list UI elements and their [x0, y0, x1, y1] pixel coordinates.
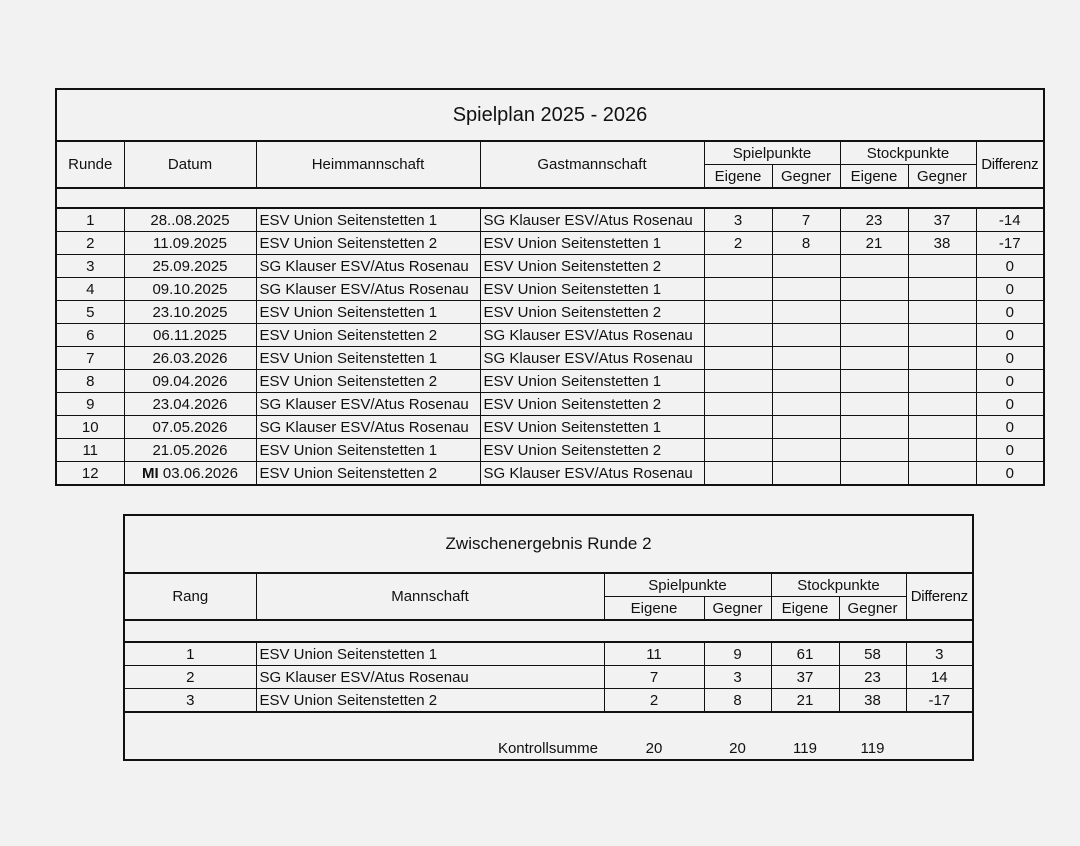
table-row — [124, 642, 973, 666]
cell-heimmannschaft: SG Klauser ESV/Atus Rosenau — [256, 393, 480, 416]
header-mannschaft: Mannschaft — [256, 573, 604, 620]
cell-gastmannschaft: ESV Union Seitenstetten 2 — [480, 393, 704, 416]
cell-spielpunkte-eigene — [704, 347, 772, 370]
cell-spielpunkte-gegner — [772, 370, 840, 393]
cell-differenz: 0 — [976, 278, 1044, 301]
cell-datum-value: 23.04.2026 — [152, 395, 228, 413]
table-row — [56, 439, 1044, 462]
cell-datum — [124, 278, 256, 301]
spacer-row — [56, 188, 1044, 208]
cell-datum — [124, 370, 256, 393]
table-row — [124, 689, 973, 713]
cell-stockpunkte-gegner — [908, 324, 976, 347]
cell-gastmannschaft: ESV Union Seitenstetten 2 — [480, 439, 704, 462]
cell-datum-value: 06.11.2025 — [153, 326, 227, 344]
cell-heimmannschaft: ESV Union Seitenstetten 2 — [256, 324, 480, 347]
cell-spielpunkte-gegner — [772, 439, 840, 462]
cell-differenz: 0 — [976, 370, 1044, 393]
cell-mannschaft: ESV Union Seitenstetten 2 — [256, 689, 604, 713]
zw-header-stockpunkte-gegner: Gegner — [839, 597, 906, 621]
table-row — [56, 301, 1044, 324]
cell-differenz: 0 — [976, 301, 1044, 324]
cell-runde: 11 — [56, 439, 124, 462]
cell-heimmannschaft: SG Klauser ESV/Atus Rosenau — [256, 255, 480, 278]
cell-runde: 7 — [56, 347, 124, 370]
cell-runde: 12 — [56, 462, 124, 486]
cell-runde: 4 — [56, 278, 124, 301]
cell-heimmannschaft: ESV Union Seitenstetten 2 — [256, 462, 480, 486]
cell-gastmannschaft: ESV Union Seitenstetten 1 — [480, 416, 704, 439]
cell-datum — [124, 347, 256, 370]
cell-datum — [124, 255, 256, 278]
cell-heimmannschaft: ESV Union Seitenstetten 1 — [256, 301, 480, 324]
cell-differenz: 0 — [976, 462, 1044, 486]
cell-heimmannschaft: ESV Union Seitenstetten 2 — [256, 370, 480, 393]
cell-differenz: 0 — [976, 439, 1044, 462]
cell-mannschaft: ESV Union Seitenstetten 1 — [256, 642, 604, 666]
kontrollsumme-stockpunkte-eigene: 119 — [793, 740, 817, 757]
kontrollsumme-spielpunkte-eigene: 20 — [645, 740, 663, 757]
cell-datum — [124, 324, 256, 347]
cell-heimmannschaft: ESV Union Seitenstetten 1 — [256, 347, 480, 370]
cell-datum-prefix: MI — [142, 464, 159, 482]
cell-spielpunkte-eigene: 2 — [704, 232, 772, 255]
cell-spielpunkte-gegner — [772, 301, 840, 324]
cell-differenz: 0 — [976, 347, 1044, 370]
spielplan-table — [55, 88, 1045, 486]
cell-stockpunkte-eigene: 37 — [771, 666, 839, 689]
cell-differenz: 14 — [906, 666, 973, 689]
cell-stockpunkte-gegner — [908, 255, 976, 278]
table-row — [56, 324, 1044, 347]
cell-stockpunkte-eigene — [840, 462, 908, 486]
table-row — [56, 416, 1044, 439]
cell-runde: 9 — [56, 393, 124, 416]
cell-runde: 10 — [56, 416, 124, 439]
cell-runde: 3 — [56, 255, 124, 278]
cell-differenz: 0 — [976, 416, 1044, 439]
cell-stockpunkte-gegner — [908, 439, 976, 462]
cell-gastmannschaft: ESV Union Seitenstetten 1 — [480, 232, 704, 255]
cell-spielpunkte-eigene: 11 — [604, 642, 704, 666]
cell-spielpunkte-eigene — [704, 439, 772, 462]
cell-datum-value: 09.04.2026 — [152, 372, 228, 390]
cell-stockpunkte-gegner: 58 — [839, 642, 906, 666]
cell-differenz: 0 — [976, 324, 1044, 347]
cell-gastmannschaft: ESV Union Seitenstetten 1 — [480, 278, 704, 301]
cell-differenz: -17 — [976, 232, 1044, 255]
cell-stockpunkte-eigene — [840, 416, 908, 439]
cell-spielpunkte-eigene — [704, 462, 772, 486]
header-runde: Runde — [56, 141, 124, 188]
header-heimmannschaft: Heimmannschaft — [256, 141, 480, 188]
cell-runde: 6 — [56, 324, 124, 347]
cell-datum-value: 25.09.2025 — [152, 257, 228, 275]
cell-rang: 3 — [124, 689, 256, 713]
cell-spielpunkte-gegner — [772, 393, 840, 416]
cell-stockpunkte-gegner — [908, 393, 976, 416]
cell-differenz: -17 — [906, 689, 973, 713]
cell-spielpunkte-gegner — [772, 324, 840, 347]
cell-spielpunkte-gegner: 8 — [772, 232, 840, 255]
cell-stockpunkte-eigene — [840, 255, 908, 278]
header-spielpunkte-eigene: Eigene — [704, 165, 772, 189]
cell-datum-value: 03.06.2026 — [162, 464, 238, 482]
cell-spielpunkte-gegner — [772, 255, 840, 278]
zw-header-stockpunkte: Stockpunkte — [771, 573, 906, 597]
header-rang: Rang — [124, 573, 256, 620]
cell-gastmannschaft: SG Klauser ESV/Atus Rosenau — [480, 462, 704, 486]
zw-header-spielpunkte-eigene: Eigene — [604, 597, 704, 621]
cell-datum-value: 26.03.2026 — [152, 349, 228, 367]
cell-stockpunkte-eigene: 21 — [771, 689, 839, 713]
table-row — [124, 666, 973, 689]
cell-rang: 1 — [124, 642, 256, 666]
header-gastmannschaft: Gastmannschaft — [480, 141, 704, 188]
cell-datum-value: 23.10.2025 — [152, 303, 228, 321]
table-row — [56, 278, 1044, 301]
cell-datum — [124, 208, 256, 232]
cell-datum — [124, 416, 256, 439]
cell-gastmannschaft: SG Klauser ESV/Atus Rosenau — [480, 324, 704, 347]
cell-spielpunkte-eigene — [704, 255, 772, 278]
cell-heimmannschaft: ESV Union Seitenstetten 2 — [256, 232, 480, 255]
cell-spielpunkte-eigene — [704, 393, 772, 416]
zw-header-stockpunkte-eigene: Eigene — [771, 597, 839, 621]
header-stockpunkte: Stockpunkte — [840, 141, 976, 165]
cell-runde: 8 — [56, 370, 124, 393]
cell-spielpunkte-eigene: 3 — [704, 208, 772, 232]
cell-runde: 5 — [56, 301, 124, 324]
cell-spielpunkte-gegner — [772, 347, 840, 370]
cell-stockpunkte-gegner — [908, 370, 976, 393]
table-row — [56, 255, 1044, 278]
spielplan-title: Spielplan 2025 - 2026 — [56, 89, 1044, 141]
cell-stockpunkte-eigene: 61 — [771, 642, 839, 666]
header-spielpunkte: Spielpunkte — [704, 141, 840, 165]
cell-differenz: -14 — [976, 208, 1044, 232]
cell-spielpunkte-gegner: 3 — [704, 666, 771, 689]
cell-spielpunkte-gegner: 9 — [704, 642, 771, 666]
cell-stockpunkte-gegner: 38 — [908, 232, 976, 255]
kontrollsumme-spielpunkte-gegner: 20 — [729, 740, 746, 757]
cell-spielpunkte-gegner — [772, 416, 840, 439]
header-spielpunkte-gegner: Gegner — [772, 165, 840, 189]
cell-datum — [124, 439, 256, 462]
cell-spielpunkte-eigene — [704, 416, 772, 439]
cell-stockpunkte-gegner — [908, 347, 976, 370]
table-row — [56, 370, 1044, 393]
cell-stockpunkte-eigene — [840, 370, 908, 393]
table-row — [56, 347, 1044, 370]
cell-gastmannschaft: ESV Union Seitenstetten 2 — [480, 301, 704, 324]
zwischenergebnis-title: Zwischenergebnis Runde 2 — [124, 515, 973, 573]
cell-stockpunkte-gegner: 38 — [839, 689, 906, 713]
table-row — [56, 208, 1044, 232]
cell-spielpunkte-eigene — [704, 301, 772, 324]
cell-spielpunkte-eigene — [704, 370, 772, 393]
cell-datum-value: 21.05.2026 — [152, 441, 228, 459]
cell-stockpunkte-eigene — [840, 347, 908, 370]
cell-stockpunkte-gegner — [908, 278, 976, 301]
cell-datum-value: 07.05.2026 — [152, 418, 228, 436]
cell-differenz: 0 — [976, 393, 1044, 416]
table-row — [56, 462, 1044, 486]
cell-gastmannschaft: SG Klauser ESV/Atus Rosenau — [480, 208, 704, 232]
cell-spielpunkte-gegner — [772, 278, 840, 301]
zw-header-spielpunkte-gegner: Gegner — [704, 597, 771, 621]
cell-spielpunkte-eigene: 7 — [604, 666, 704, 689]
kontrollsumme-label: Kontrollsumme — [497, 740, 598, 757]
header-datum: Datum — [124, 141, 256, 188]
zw-header-spielpunkte: Spielpunkte — [604, 573, 771, 597]
cell-stockpunkte-eigene — [840, 301, 908, 324]
cell-stockpunkte-eigene: 21 — [840, 232, 908, 255]
cell-datum-value: 11.09.2025 — [153, 234, 227, 252]
cell-spielpunkte-eigene — [704, 324, 772, 347]
cell-datum — [124, 232, 256, 255]
zwischenergebnis-rows — [124, 642, 973, 712]
cell-stockpunkte-eigene — [840, 393, 908, 416]
zwischenergebnis-table — [123, 514, 974, 761]
table-row — [56, 393, 1044, 416]
cell-datum — [124, 462, 256, 486]
cell-gastmannschaft: ESV Union Seitenstetten 1 — [480, 370, 704, 393]
cell-stockpunkte-gegner: 37 — [908, 208, 976, 232]
table-row — [56, 232, 1044, 255]
cell-stockpunkte-eigene — [840, 439, 908, 462]
spacer-row — [124, 620, 973, 642]
cell-spielpunkte-gegner: 8 — [704, 689, 771, 713]
cell-gastmannschaft: ESV Union Seitenstetten 2 — [480, 255, 704, 278]
cell-stockpunkte-gegner — [908, 416, 976, 439]
header-differenz: Differenz — [976, 141, 1044, 188]
cell-datum — [124, 393, 256, 416]
spielplan-rows — [56, 208, 1044, 485]
header-stockpunkte-gegner: Gegner — [908, 165, 976, 189]
cell-stockpunkte-gegner — [908, 462, 976, 486]
cell-heimmannschaft: ESV Union Seitenstetten 1 — [256, 439, 480, 462]
cell-stockpunkte-gegner — [908, 301, 976, 324]
cell-stockpunkte-eigene — [840, 278, 908, 301]
cell-datum-value: 28..08.2025 — [150, 211, 230, 229]
cell-stockpunkte-gegner: 23 — [839, 666, 906, 689]
cell-differenz: 0 — [976, 255, 1044, 278]
cell-gastmannschaft: SG Klauser ESV/Atus Rosenau — [480, 347, 704, 370]
cell-heimmannschaft: SG Klauser ESV/Atus Rosenau — [256, 416, 480, 439]
cell-differenz: 3 — [906, 642, 973, 666]
kontrollsumme-row — [124, 712, 973, 760]
cell-datum — [124, 301, 256, 324]
cell-spielpunkte-gegner: 7 — [772, 208, 840, 232]
cell-spielpunkte-eigene: 2 — [604, 689, 704, 713]
kontrollsumme-stockpunkte-gegner: 119 — [860, 740, 885, 757]
cell-datum-value: 09.10.2025 — [152, 280, 228, 298]
cell-heimmannschaft: SG Klauser ESV/Atus Rosenau — [256, 278, 480, 301]
cell-rang: 2 — [124, 666, 256, 689]
cell-mannschaft: SG Klauser ESV/Atus Rosenau — [256, 666, 604, 689]
cell-stockpunkte-eigene — [840, 324, 908, 347]
cell-spielpunkte-eigene — [704, 278, 772, 301]
cell-spielpunkte-gegner — [772, 462, 840, 486]
header-stockpunkte-eigene: Eigene — [840, 165, 908, 189]
cell-runde: 2 — [56, 232, 124, 255]
zw-header-differenz: Differenz — [906, 573, 973, 620]
cell-heimmannschaft: ESV Union Seitenstetten 1 — [256, 208, 480, 232]
cell-stockpunkte-eigene: 23 — [840, 208, 908, 232]
cell-runde: 1 — [56, 208, 124, 232]
